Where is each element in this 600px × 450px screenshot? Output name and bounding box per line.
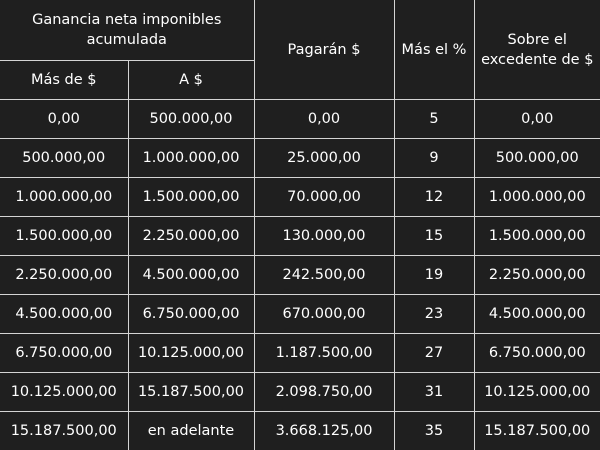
header-row-top — [0, 0, 600, 61]
cell-from: 1.500.000,00 — [0, 217, 128, 256]
cell-from: 6.750.000,00 — [0, 334, 128, 373]
cell-from: 500.000,00 — [0, 139, 128, 178]
cell-to: 15.187.500,00 — [128, 373, 254, 412]
cell-pay: 242.500,00 — [254, 256, 394, 295]
cell-rate: 23 — [394, 295, 474, 334]
cell-rate: 19 — [394, 256, 474, 295]
cell-pay: 2.098.750,00 — [254, 373, 394, 412]
cell-rate: 9 — [394, 139, 474, 178]
cell-excess: 1.000.000,00 — [474, 178, 600, 217]
cell-rate: 31 — [394, 373, 474, 412]
cell-rate: 27 — [394, 334, 474, 373]
cell-from: 1.000.000,00 — [0, 178, 128, 217]
table-row — [0, 373, 600, 412]
cell-to: 2.250.000,00 — [128, 217, 254, 256]
header-from: Más de $ — [0, 61, 128, 100]
cell-to: en adelante — [128, 412, 254, 450]
cell-to: 500.000,00 — [128, 100, 254, 139]
header-to: A $ — [128, 61, 254, 100]
table-row — [0, 295, 600, 334]
table-row — [0, 334, 600, 373]
table-row — [0, 412, 600, 450]
cell-pay: 70.000,00 — [254, 178, 394, 217]
cell-rate: 35 — [394, 412, 474, 450]
cell-excess: 15.187.500,00 — [474, 412, 600, 450]
cell-pay: 130.000,00 — [254, 217, 394, 256]
cell-from: 4.500.000,00 — [0, 295, 128, 334]
cell-rate: 5 — [394, 100, 474, 139]
header-excess: Sobre el excedente de $ — [474, 0, 600, 100]
cell-excess: 10.125.000,00 — [474, 373, 600, 412]
cell-to: 1.500.000,00 — [128, 178, 254, 217]
cell-from: 0,00 — [0, 100, 128, 139]
header-income-group: Ganancia neta imponibles acumulada — [0, 0, 254, 61]
cell-excess: 6.750.000,00 — [474, 334, 600, 373]
cell-to: 6.750.000,00 — [128, 295, 254, 334]
table-row — [0, 100, 600, 139]
cell-from: 15.187.500,00 — [0, 412, 128, 450]
cell-pay: 3.668.125,00 — [254, 412, 394, 450]
cell-to: 1.000.000,00 — [128, 139, 254, 178]
table-row — [0, 256, 600, 295]
cell-excess: 500.000,00 — [474, 139, 600, 178]
cell-pay: 25.000,00 — [254, 139, 394, 178]
table-row — [0, 217, 600, 256]
cell-excess: 1.500.000,00 — [474, 217, 600, 256]
cell-rate: 12 — [394, 178, 474, 217]
table-row — [0, 178, 600, 217]
cell-to: 4.500.000,00 — [128, 256, 254, 295]
cell-excess: 2.250.000,00 — [474, 256, 600, 295]
cell-to: 10.125.000,00 — [128, 334, 254, 373]
cell-from: 2.250.000,00 — [0, 256, 128, 295]
cell-from: 10.125.000,00 — [0, 373, 128, 412]
cell-pay: 0,00 — [254, 100, 394, 139]
cell-rate: 15 — [394, 217, 474, 256]
cell-excess: 0,00 — [474, 100, 600, 139]
cell-excess: 4.500.000,00 — [474, 295, 600, 334]
header-rate: Más el % — [394, 0, 474, 100]
header-pay: Pagarán $ — [254, 0, 394, 100]
table-row — [0, 139, 600, 178]
cell-pay: 1.187.500,00 — [254, 334, 394, 373]
cell-pay: 670.000,00 — [254, 295, 394, 334]
